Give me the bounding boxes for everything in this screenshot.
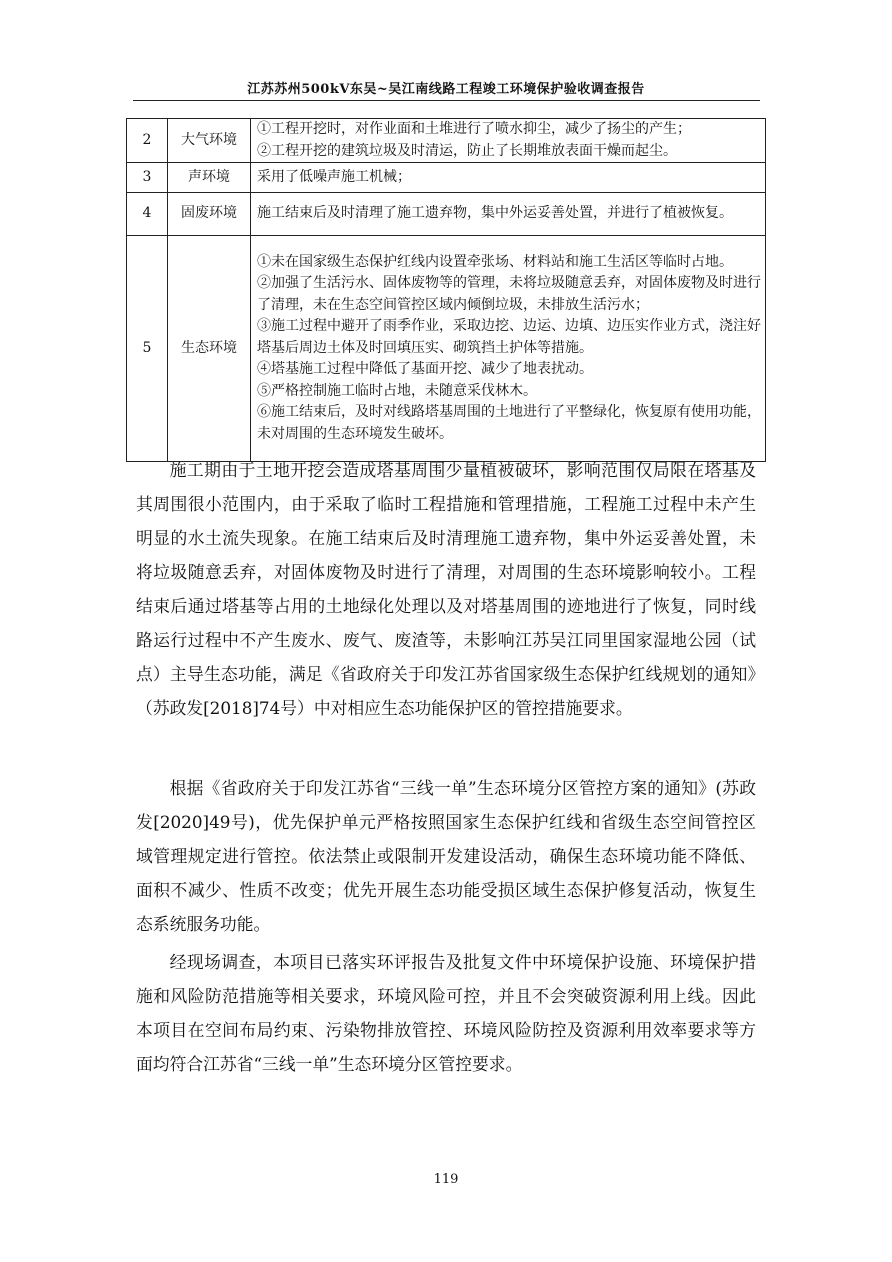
measure-line: ②加强了生活污水、固体废物等的管理，未将垃圾随意丢弃，对固体废物及时进行了清理，未在生态空间管控区域内倾倒垃圾，未排放生活污水； [257, 275, 761, 313]
body-paragraph-ecology-impact: 施工期由于土地开挖会造成塔基周围少量植被破坏，影响范围仅局限在塔基及其周围很小范围内，由于采取了临时工程措施和管理措施，工程施工过程中未产生明显的水土流失现象。在施工结束后及时清理施工遗弃物，集中外运妥善处置，未将垃圾随意丢弃，对固体废物及时进行了清理，对周围的生态环境影响较小。工程结束后通过塔基等占用的土地绿化处理以及对塔基周围的迹地进行了恢复，同时线路运行过程中不产生废水、废气、废渣等，未影响江苏吴江同里国家湿地公园（试点）主导生态功能，满足《省政府关于印发江苏省国家级生态保护红线规划的通知》（苏政发[2018]74号）中对相应生态功能保护区的管控措施要求。 [136, 460, 756, 718]
row-number: 4 [127, 193, 168, 236]
row-measures [251, 193, 766, 236]
measures-table [126, 118, 766, 462]
measure-line: 施工结束后及时清理了施工遗弃物，集中外运妥善处置，并进行了植被恢复。 [257, 205, 733, 222]
measure-line: ④塔基施工过程中降低了基面开挖、减少了地表扰动。 [257, 361, 593, 378]
row-measures [251, 163, 766, 193]
page-number: 119 [433, 1172, 459, 1187]
report-header-title: 江苏苏州500kV东吴~吴江南线路工程竣工环境保护验收调查报告 [247, 82, 645, 97]
row-category: 生态环境 [168, 236, 251, 462]
table-row [127, 193, 766, 236]
row-number: 2 [127, 119, 168, 163]
body-paragraph-zoning-plan: 根据《省政府关于印发江苏省“三线一单”生态环境分区管控方案的通知》(苏政发[2020]49号)，优先保护单元严格按照国家生态保护红线和省级生态空间管控区域管理规定进行管控。依法禁止或限制开发建设活动，确保生态环境功能不降低、面积不减少、性质不改变；优先开展生态功能受损区域生态保护修复活动，恢复生态系统服务功能。 [136, 778, 756, 934]
row-category: 大气环境 [168, 119, 251, 163]
row-category: 固废环境 [168, 193, 251, 236]
row-measures [251, 236, 766, 462]
measure-line: ①未在国家级生态保护红线内设置牵张场、材料站和施工生活区等临时占地。 [257, 253, 733, 270]
table-row [127, 236, 766, 462]
table-row [127, 163, 766, 193]
body-paragraph-site-survey: 经现场调查，本项目已落实环评报告及批复文件中环境保护设施、环境保护措施和风险防范措施等相关要求，环境风险可控，并且不会突破资源利用上线。因此本项目在空间布局约束、污染物排放管控、环境风险防控及资源利用效率要求等方面均符合江苏省“三线一单”生态环境分区管控要求。 [136, 952, 756, 1074]
measure-line: ⑥施工结束后，及时对线路塔基周围的土地进行了平整绿化，恢复原有使用功能，未对周围的生态环境发生破坏。 [257, 404, 761, 442]
measure-line: ⑤严格控制施工临时占地，未随意采伐林木。 [257, 382, 537, 399]
measure-line: ①工程开挖时，对作业面和土堆进行了喷水抑尘，减少了扬尘的产生； [257, 121, 691, 137]
measure-line: ②工程开挖的建筑垃圾及时清运，防止了长期堆放表面干燥而起尘。 [257, 142, 677, 159]
row-number: 3 [127, 163, 168, 193]
header-divider [133, 100, 760, 101]
row-measures [251, 119, 766, 163]
measure-line: ③施工过程中避开了雨季作业，采取边挖、边运、边填、边压实作业方式，浇注好塔基后周边土体及时回填压实、砌筑挡土护体等措施。 [257, 318, 761, 356]
table-row [127, 119, 766, 163]
row-number: 5 [127, 236, 168, 462]
measure-line: 采用了低噪声施工机械； [257, 168, 411, 185]
row-category: 声环境 [168, 163, 251, 193]
